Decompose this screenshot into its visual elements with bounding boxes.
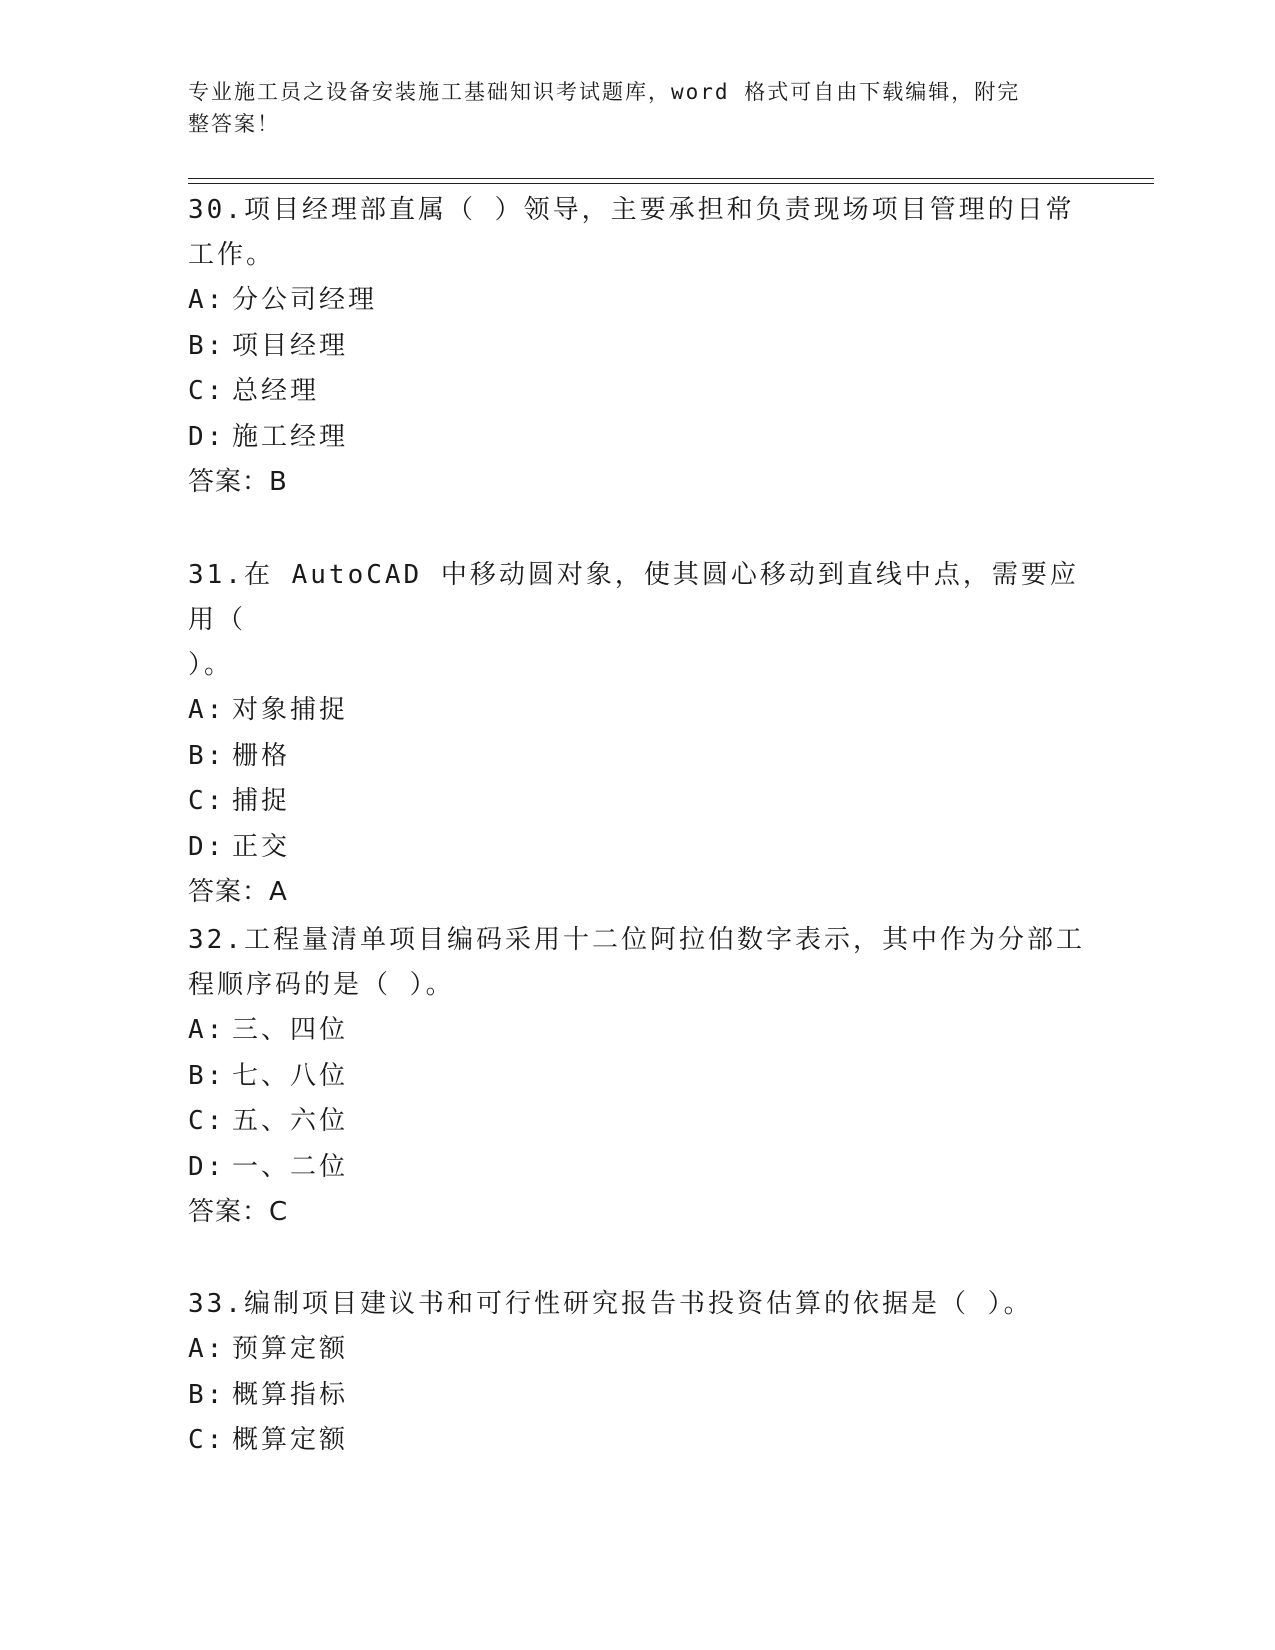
question-stem	[188, 188, 1088, 278]
header-divider-top	[188, 178, 1154, 179]
option-a	[188, 1008, 1088, 1054]
option-c	[188, 779, 1088, 825]
question-stem-line-1: 32.工程量清单项目编码采用十二位阿拉伯数字表示，其中作为分部工	[188, 925, 1085, 955]
option-text: 五、六位	[232, 1106, 349, 1136]
question-stem-line-2: 工作。	[188, 240, 276, 270]
answer: 答案：B	[188, 467, 288, 497]
option-a	[188, 278, 1088, 324]
option-c	[188, 369, 1088, 415]
option-text: 项目经理	[232, 330, 349, 361]
option-b	[188, 1054, 1088, 1100]
option-label: B:	[188, 1060, 226, 1091]
question-31	[188, 553, 1088, 916]
option-label: A:	[188, 285, 226, 315]
option-text: 正交	[232, 831, 291, 862]
option-b	[188, 734, 1088, 780]
option-label: C:	[188, 1106, 226, 1136]
option-label: A:	[188, 695, 226, 725]
question-stem	[188, 918, 1088, 1008]
question-33	[188, 1282, 1088, 1464]
question-stem-line-1: 30.项目经理部直属（ ）领导，主要承担和负责现场项目管理的日常	[188, 195, 1075, 225]
option-label: B:	[188, 740, 226, 771]
option-label: B:	[188, 1379, 226, 1410]
option-text: 概算定额	[232, 1425, 349, 1455]
option-b	[188, 1373, 1088, 1419]
document-header	[188, 76, 1068, 140]
option-c	[188, 1099, 1088, 1145]
option-a	[188, 1327, 1088, 1373]
option-label: D:	[188, 831, 226, 862]
question-32	[188, 918, 1088, 1236]
option-d	[188, 825, 1088, 871]
answer: 答案：C	[188, 1197, 289, 1227]
option-text: 预算定额	[232, 1334, 349, 1364]
option-label: C:	[188, 786, 226, 816]
option-label: A:	[188, 1015, 226, 1045]
question-stem-line-2: 程顺序码的是（ ）。	[188, 970, 455, 1000]
question-stem-line-1: 33.编制项目建议书和可行性研究报告书投资估算的依据是（ ）。	[188, 1289, 1033, 1319]
option-a	[188, 688, 1088, 734]
header-line-2: 整答案！	[188, 112, 280, 136]
option-label: A:	[188, 1334, 226, 1364]
question-stem-line-2: ）。	[188, 650, 234, 680]
option-text: 分公司经理	[232, 285, 378, 315]
option-text: 概算指标	[232, 1379, 349, 1410]
question-30	[188, 188, 1088, 506]
option-text: 栅格	[232, 740, 291, 771]
header-divider-bottom	[188, 183, 1154, 184]
option-label: C:	[188, 1425, 226, 1455]
option-label: D:	[188, 1151, 226, 1182]
option-c	[188, 1418, 1088, 1464]
option-label: C:	[188, 376, 226, 406]
question-stem	[188, 1282, 1088, 1327]
option-text: 对象捕捉	[232, 695, 349, 725]
option-text: 七、八位	[232, 1060, 349, 1091]
option-d	[188, 415, 1088, 461]
answer: 答案：A	[188, 877, 288, 907]
option-text: 施工经理	[232, 421, 349, 452]
option-text: 一、二位	[232, 1151, 349, 1182]
question-stem-line-1: 31.在 AutoCAD 中移动圆对象，使其圆心移动到直线中点，需要应用（	[188, 560, 1079, 635]
option-d	[188, 1145, 1088, 1191]
option-text: 总经理	[232, 376, 320, 406]
option-text: 捕捉	[232, 786, 291, 816]
option-b	[188, 324, 1088, 370]
option-label: D:	[188, 421, 226, 452]
option-text: 三、四位	[232, 1015, 349, 1045]
option-label: B:	[188, 330, 226, 361]
header-line-1: 专业施工员之设备安装施工基础知识考试题库，word 格式可自由下载编辑，附完	[188, 80, 1021, 104]
question-stem	[188, 553, 1088, 688]
